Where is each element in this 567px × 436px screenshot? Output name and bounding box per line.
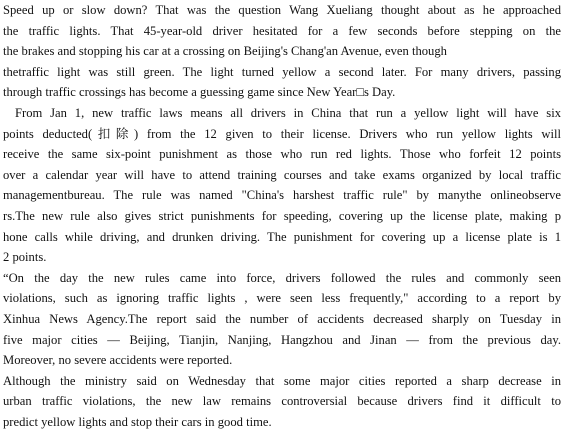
text-line: hone calls while driving, and drunken driving. The punishment for covering up a license plate is 1: [3, 229, 561, 244]
text-line: From Jan 1, new traffic laws means all drivers in China that run a yellow light will have six: [15, 105, 561, 120]
text-line: Moreover, no severe accidents were reported.: [3, 353, 233, 368]
document-body: [3, 0, 561, 432]
text-line: points deducted(扣除) from the 12 given to their license. Drivers who run yellow lights will: [3, 126, 561, 141]
text-line: through traffic crossings has become a guessing game since New Year□s Day.: [3, 85, 396, 100]
text-line: over a calendar year will have to attend training courses and take exams organized by local traffic: [3, 167, 561, 182]
text-line: Speed up or slow down? That was the question Wang Xueliang thought about as he approached: [3, 3, 561, 17]
text-line: Xinhua News Agency.The report said the number of accidents decreased sharply on Tuesday in: [3, 311, 561, 326]
text-line: 2 points.: [3, 250, 47, 265]
text-line: the brakes and stopping his car at a crossing on Beijing's Chang'an Avenue, even though: [3, 44, 447, 59]
text-line: violations, such as ignoring traffic lights , were seen less frequently," according to a report by: [3, 291, 561, 306]
text-line: “On the day the new rules came into force, drivers followed the rules and commonly seen: [3, 270, 561, 285]
text-line: rs.The new rule also gives strict punishments for speeding, covering up the license plate, making p: [3, 208, 561, 223]
text-line: Although the ministry said on Wednesday that some major cities reported a sharp decrease in: [3, 373, 561, 388]
text-line: the traffic lights. That 45-year-old driver hesitated for a few seconds before stepping on the: [3, 23, 561, 38]
text-line: five major cities — Beijing, Tianjin, Nanjing, Hangzhou and Jinan — from the previous day.: [3, 332, 561, 347]
text-line: managementbureau. The rule was named "China's harshest traffic rule" by manythe onlineobserve: [3, 188, 561, 203]
text-line: receive the same six-point punishment as those who run red lights. Those who forfeit 12 points: [3, 147, 561, 162]
text-line: urban traffic violations, the new law remains controversial because drivers find it difficult to: [3, 394, 561, 409]
text-line: predict yellow lights and stop their cars in good time.: [3, 414, 272, 429]
text-line: thetraffic light was still green. The light turned yellow a second later. For many drivers, passing: [3, 64, 561, 79]
